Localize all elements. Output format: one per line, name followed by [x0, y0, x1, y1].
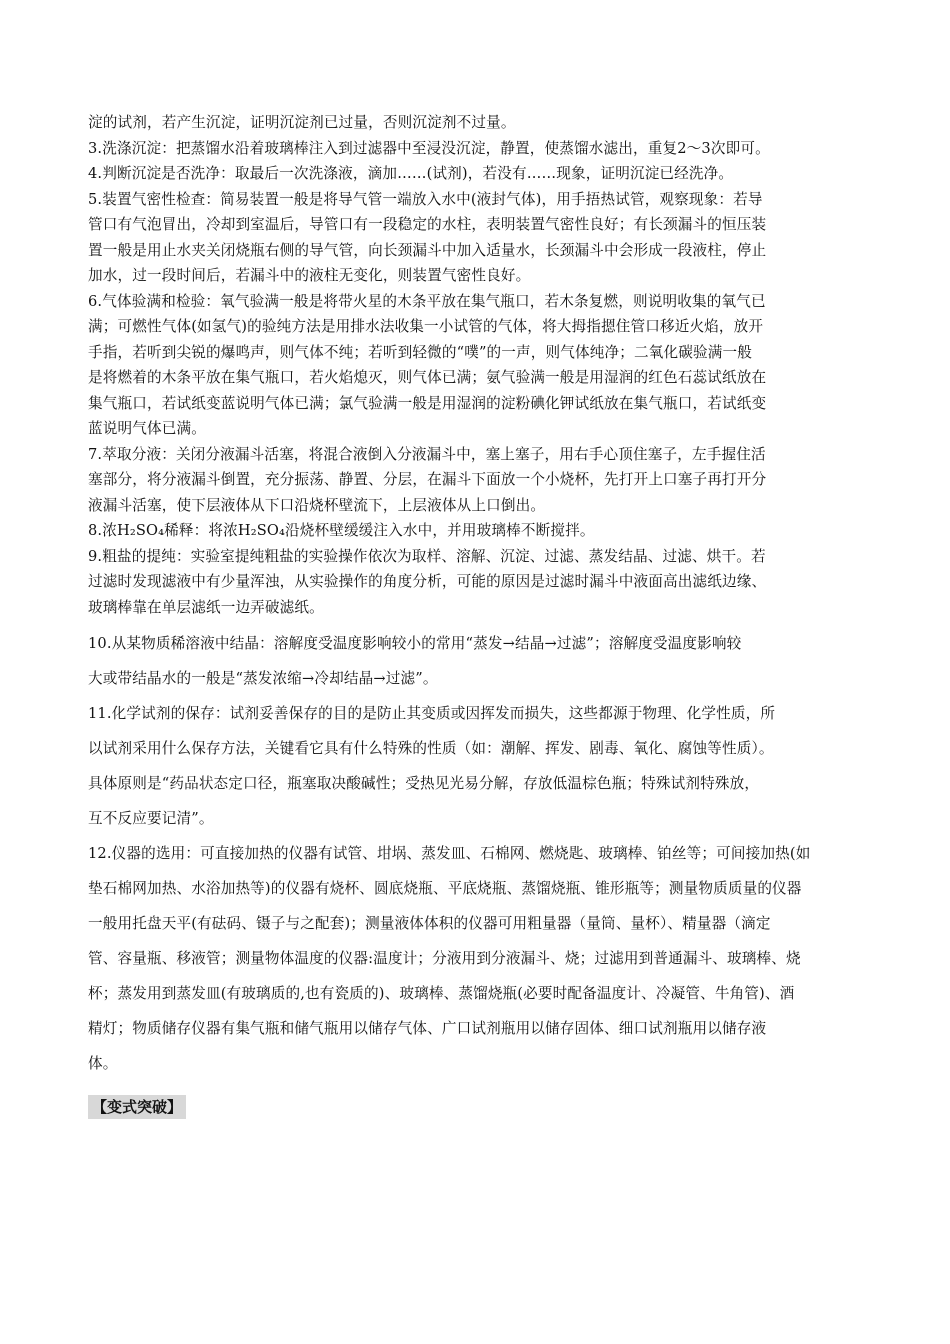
text-line: 大或带结晶水的一般是“蒸发浓缩→冷却结晶→过滤”。: [88, 670, 438, 687]
text-line: 满；可燃性气体(如氢气)的验纯方法是用排水法收集一小试管的气体，将大拇指摁住管口移近火焰，放开: [88, 318, 764, 335]
text-line: 互不反应要记清”。: [88, 810, 214, 827]
text-line: 集气瓶口，若试纸变蓝说明气体已满；氯气验满一般是用湿润的淀粉碘化钾试纸放在集气瓶口，若试纸变: [88, 394, 767, 412]
text-line: 塞部分，将分液漏斗倒置，充分振荡、静置、分层，在漏斗下面放一个小烧杯，先打开上口塞子再打开分: [88, 471, 767, 488]
text-line: 精灯；物质储存仪器有集气瓶和储气瓶用以储存气体、广口试剂瓶用以储存固体、细口试剂瓶用以储存液: [88, 1020, 767, 1037]
text-line: 体。: [88, 1055, 118, 1072]
document-page: [88, 110, 878, 1119]
text-line: 置一般是用止水夹关闭烧瓶右侧的导气管，向长颈漏斗中加入适量水，长颈漏斗中会形成一段液柱，停止: [88, 241, 767, 259]
text-line: 10.从某物质稀溶液中结晶：溶解度受温度影响较小的常用“蒸发→结晶→过滤”；溶解度受温度影响较: [88, 635, 742, 652]
text-line: 手指，若听到尖锐的爆鸣声，则气体不纯；若听到轻微的“噗”的一声，则气体纯净；二氧化碳验满一般: [88, 343, 752, 361]
text-line: 过滤时发现滤液中有少量浑浊，从实验操作的角度分析，可能的原因是过滤时漏斗中液面高出滤纸边缘、: [88, 573, 767, 590]
text-line: 5.装置气密性检查：简易装置一般是将导气管一端放入水中(液封气体)，用手捂热试管，观察现象：若导: [88, 190, 763, 208]
text-line: 一般用托盘天平(有砝码、镊子与之配套)；测量液体体积的仪器可用粗量器（量筒、量杯）、精量器（滴定: [88, 915, 771, 932]
text-line: 12.仪器的选用：可直接加热的仪器有试管、坩埚、蒸发皿、石棉网、燃烧匙、玻璃棒、铂丝等；可间接加热(如: [88, 845, 811, 862]
text-line: 淀的试剂，若产生沉淀，证明沉淀剂已过量，否则沉淀剂不过量。: [88, 114, 516, 131]
text-line: 3.洗涤沉淀：把蒸馏水沿着玻璃棒注入到过滤器中至浸没沉淀，静置，使蒸馏水滤出，重复2～3次即可。: [88, 139, 770, 157]
section-heading: 【变式突破】: [88, 1095, 186, 1119]
text-line: 具体原则是“药品状态定口径，瓶塞取决酸碱性；受热见光易分解，存放低温棕色瓶；特殊试剂特殊放，: [88, 775, 760, 792]
text-line: 7.萃取分液：关闭分液漏斗活塞，将混合液倒入分液漏斗中，塞上塞子，用右手心顶住塞子，左手握住活: [88, 445, 766, 463]
text-line: 液漏斗活塞，使下层液体从下口沿烧杯壁流下，上层液体从上口倒出。: [88, 496, 546, 514]
text-line: 8.浓H₂SO₄稀释：将浓H₂SO₄沿烧杯壁缓缓注入水中，并用玻璃棒不断搅拌。: [88, 522, 595, 539]
text-line: 是将燃着的木条平放在集气瓶口，若火焰熄灭，则气体已满；氨气验满一般是用湿润的红色石蕊试纸放在: [88, 369, 767, 386]
text-line: 垫石棉网加热、水浴加热等)的仪器有烧杯、圆底烧瓶、平底烧瓶、蒸馏烧瓶、锥形瓶等；测量物质质量的仪器: [88, 880, 802, 897]
text-line: 以试剂采用什么保存方法，关键看它具有什么特殊的性质（如：潮解、挥发、剧毒、氧化、腐蚀等性质）。: [88, 740, 774, 757]
text-line: 6.气体验满和检验：氧气验满一般是将带火星的木条平放在集气瓶口，若木条复燃，则说明收集的氧气已: [88, 292, 766, 310]
text-line: 杯；蒸发用到蒸发皿(有玻璃质的,也有瓷质的)、玻璃棒、蒸馏烧瓶(必要时配备温度计、冷凝管、牛角管)、酒: [88, 985, 795, 1002]
text-line: 玻璃棒靠在单层滤纸一边弄破滤纸。: [88, 598, 324, 616]
text-line: 4.判断沉淀是否洗净：取最后一次洗涤液，滴加……(试剂)，若没有……现象，证明沉淀已经洗净。: [88, 165, 734, 182]
text-line: 管、容量瓶、移液管；测量物体温度的仪器:温度计；分液用到分液漏斗、烧；过滤用到普通漏斗、玻璃棒、烧: [88, 950, 801, 967]
text-line: 蓝说明气体已满。: [88, 420, 206, 437]
text-line: 管口有气泡冒出，冷却到室温后，导管口有一段稳定的水柱，表明装置气密性良好；有长颈漏斗的恒压装: [88, 216, 767, 233]
text-line: 11.化学试剂的保存：试剂妥善保存的目的是防止其变质或因挥发而损失，这些都源于物理、化学性质，所: [88, 705, 776, 722]
text-line: 9.粗盐的提纯：实验室提纯粗盐的实验操作依次为取样、溶解、沉淀、过滤、蒸发结晶、过滤、烘干。若: [88, 547, 766, 565]
text-line: 加水，过一段时间后，若漏斗中的液柱无变化，则装置气密性良好。: [88, 267, 531, 284]
